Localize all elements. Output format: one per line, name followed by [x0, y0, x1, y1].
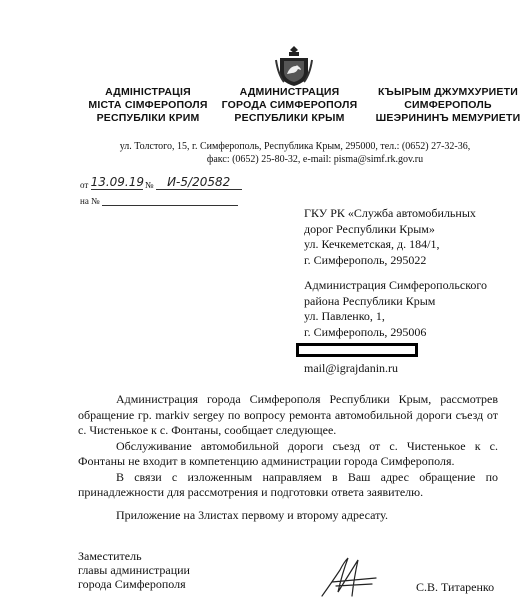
recipient-block-1: ГКУ РК «Служба автомобильных дорог Республики Крым» ул. Кечкеметская, д. 184/1, г. Симферополь, 295022: [304, 206, 476, 267]
signer-title: Заместитель главы администрации города Симферополя: [78, 549, 190, 591]
body-paragraph-1: Администрация города Симферополя Республики Крым, рассмотрев обращение гр. markiv sergey по вопросу ремонта автомобильной дороги съезд от с. Чистенькое к с. Фонтаны, сообщает следующее.: [78, 392, 498, 437]
attachment-note: Приложение на 3листах первому и второму адресату.: [116, 508, 388, 522]
handwritten-signature-icon: [318, 552, 380, 602]
registration-date: 13.09.19: [90, 175, 145, 189]
registration-number: И-5/20582: [156, 175, 242, 190]
recipient-block-2: Администрация Симферопольского района Республики Крым ул. Павленко, 1, г. Симферополь, 295006: [304, 278, 488, 339]
outgoing-registration: от 13.09.19 № И-5/20582: [80, 175, 242, 190]
coat-of-arms-icon: [274, 44, 314, 88]
body-paragraph-3: В связи с изложенным направляем в Ваш адрес обращение по принадлежности для рассмотрения и подготовки ответа заявителю.: [78, 469, 498, 499]
letter-body: [78, 392, 498, 501]
recipient-email: mail@igrajdanin.ru: [304, 361, 399, 375]
body-paragraph-2: Обслуживание автомобильной дороги съезд от с. Чистенькое к с. Фонтаны не входит в компетенцию администрации города Симферополя.: [78, 438, 498, 468]
signer-name: С.В. Титаренко: [416, 580, 495, 594]
header-russian: АДМИНИСТРАЦИЯ ГОРОДА СИМФЕРОПОЛЯ РЕСПУБЛИКИ КРЫМ: [221, 86, 358, 124]
redacted-name-box: [296, 343, 418, 357]
incoming-reference: на №: [80, 196, 238, 206]
office-address: ул. Толстого, 15, г. Симферополь, Республика Крым, 295000, тел.: (0652) 27-32-36, факс: (0652) 25-80-32, e-mail: pisma@simf.rk.gov.ru: [119, 141, 471, 165]
header-crimean-tatar: КЪЫРЫМ ДЖУМХУРИЕТИ СИМФЕРОПОЛЬ ШЕЭРИНИНЪ МЕМУРИЕТИ: [375, 86, 521, 124]
header-ukrainian: АДМІНІСТРАЦІЯ МІСТА СІМФЕРОПОЛЯ РЕСПУБЛІКИ КРИМ: [88, 86, 208, 124]
